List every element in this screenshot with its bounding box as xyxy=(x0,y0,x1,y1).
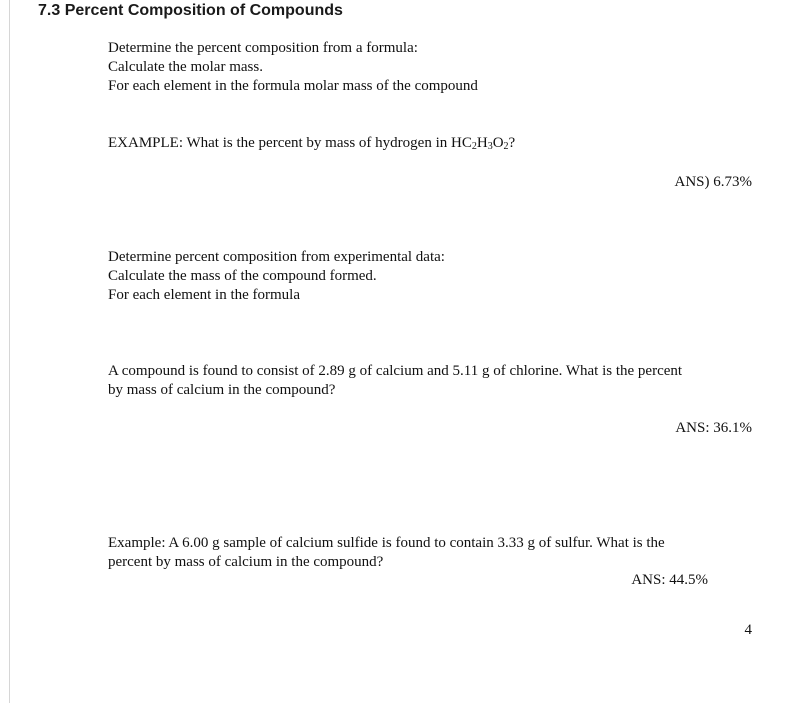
page-edge xyxy=(9,0,10,703)
page-number: 4 xyxy=(744,622,752,638)
example1-mid2: O xyxy=(492,135,504,151)
example2-answer: ANS: 36.1% xyxy=(675,420,752,436)
method2-title: Determine percent composition from experimental data: xyxy=(108,249,445,265)
example1-sub3: 2 xyxy=(503,141,509,152)
example1-question xyxy=(108,134,515,153)
method2-step2: For each element in the formula xyxy=(108,287,301,303)
example3-question-line1: Example: A 6.00 g sample of calcium sulfide is found to contain 3.33 g of sulfur. What is the xyxy=(108,535,665,551)
method1-step2: For each element in the formula molar mass of the compound xyxy=(108,78,478,94)
example3-answer: ANS: 44.5% xyxy=(631,572,708,588)
method1-title: Determine the percent composition from a formula: xyxy=(108,40,418,56)
example2-question-line2: by mass of calcium in the compound? xyxy=(108,382,336,398)
example1-suffix: ? xyxy=(508,135,516,151)
example1-mid1: H xyxy=(476,135,488,151)
method1-step1: Calculate the molar mass. xyxy=(108,59,263,75)
example1-answer: ANS) 6.73% xyxy=(674,174,752,190)
section-heading: 7.3 Percent Composition of Compounds xyxy=(38,2,343,19)
example1-prefix: EXAMPLE: What is the percent by mass of hydrogen in HC xyxy=(108,135,472,151)
example1-sub2: 3 xyxy=(487,141,493,152)
example2-question-line1: A compound is found to consist of 2.89 g of calcium and 5.11 g of chlorine. What is the percent xyxy=(108,363,683,379)
method2-step1: Calculate the mass of the compound formed. xyxy=(108,268,377,284)
example3-question-line2: percent by mass of calcium in the compound? xyxy=(108,554,384,570)
example1-sub1: 2 xyxy=(471,141,477,152)
